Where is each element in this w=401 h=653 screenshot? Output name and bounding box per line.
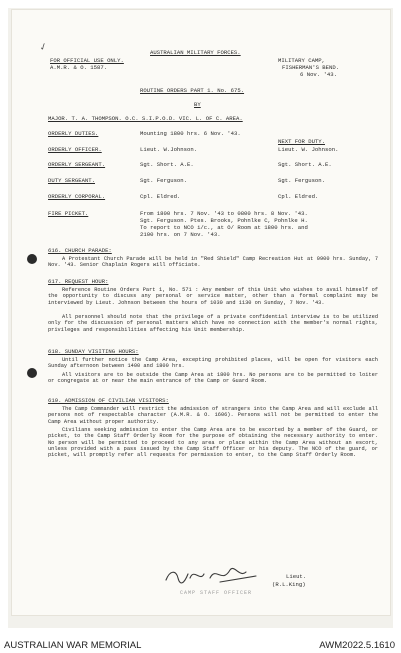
section-618-heading: 618. SUNDAY VISITING HOURS: [48,348,139,355]
official-use-line: FOR OFFICIAL USE ONLY. [50,57,124,64]
duty-current-orderly-corporal: Cpl. Eldred. [140,193,181,200]
section-616-heading: 616. CHURCH PARADE: [48,247,112,254]
duty-label-orderly-sergeant: ORDERLY SERGEANT. [48,161,106,168]
faded-stamp: CAMP STAFF OFFICER [180,590,253,596]
regulation-ref: A.M.R. & O. 1587. [50,64,108,71]
duty-next-orderly-corporal: Cpl. Eldred. [278,193,319,200]
duty-next-orderly-sergeant: Sgt. Short. A.E. [278,161,332,168]
force-name: AUSTRALIAN MILITARY FORCES. [150,49,241,56]
camp-location: FISHERMAN'S BEND. [282,64,340,71]
archive-footer [0,637,401,653]
duty-next-orderly-officer: Lieut. W. Johnson. [278,146,339,153]
orders-by: BY [194,101,201,108]
section-617-body-2: All personnel should note that the privilege of a private confidential interview is to be utilized only for the discussion of personal matters which have no connection with the member's normal rights, privileges and responsibilities affecting his Unit membership. [48,314,378,333]
orders-title: ROUTINE ORDERS PART 1. No. 675. [140,87,245,94]
fire-picket-line-1: From 1800 hrs. 7 Nov. '43 to 0800 hrs. 8 Nov. '43. [140,210,308,217]
section-619-body: The Camp Commander will restrict the admission of strangers into the Camp Area and will exclude all persons not of respectable character (A.M.R. & O. 1606). Persons will not be permitted to enter the Camp Area without proper authority. [48,406,378,425]
punch-hole-lower [27,368,37,378]
handwritten-tick-mark: ✓ [38,41,49,55]
section-619-heading: 619. ADMISSION OF CIVILIAN VISITORS: [48,397,169,404]
section-617-heading: 617. REQUEST HOUR: [48,278,109,285]
punch-hole-upper [27,254,37,264]
footer-institution: AUSTRALIAN WAR MEMORIAL [4,640,142,651]
section-619-body-2: Civilians seeking admission to enter the Camp Area are to be escorted by a member of the Guard, or picket, to the Camp Staff Orderly Room for the purpose of obtaining the necessary authority to enter. No person will be permitted to proceed to any area or place within the Camp Area without an escort, unless provided with a pass issued by the Camp Staff Officer or his deputy. The NCO of the guard, or picket, will promptly refer all requests for permission to enter, to the Camp Staff Orderly Room. [48,427,378,459]
fire-picket-line-4: 2100 hrs. on 7 Nov. '43. [140,231,221,238]
duty-label-orderly-duties: ORDERLY DUTIES. [48,130,99,137]
duty-current-orderly-duties: Mounting 1800 hrs. 6 Nov. '43. [140,130,241,137]
signatory-name: (R.L.King) [272,581,306,588]
signatory-rank: Lieut. [286,573,307,580]
duty-next-duty-sergeant: Sgt. Ferguson. [278,177,325,184]
duty-current-orderly-officer: Lieut. W.Johnson. [140,146,198,153]
fire-picket-line-2: Sgt. Ferguson. Ptes. Brooks, Pohnlke C, Pohnlke H. [140,217,308,224]
duty-current-duty-sergeant: Sgt. Ferguson. [140,177,187,184]
duty-label-orderly-corporal: ORDERLY CORPORAL. [48,193,106,200]
handwritten-signature [160,560,270,588]
fire-picket-label: FIRE PICKET. [48,210,89,217]
duty-current-orderly-sergeant: Sgt. Short. A.E. [140,161,194,168]
duty-label-duty-sergeant: DUTY SERGEANT. [48,177,95,184]
section-617-body: Reference Routine Orders Part 1, No. 571 : Any member of this Unit who wishes to avail himself of the opportunity to discuss any personal or service matter, other than a formal complaint may be interviewed by Lieut. Johnson between the hours of 1030 and 1130 on Sunday, 7 Nov. '43. [48,287,378,306]
next-for-duty-heading: NEXT FOR DUTY. [278,138,325,145]
camp-name: MILITARY CAMP, [278,57,325,64]
section-616-body: A Protestant Church Parade will be held in "Red Shield" Camp Recreation Hut at 0900 hrs. Sunday, 7 Nov. '43. Senior Chaplain Rogers will officiate. [48,256,378,269]
order-date: 6 Nov. '43. [300,71,337,78]
commander-line: MAJOR. T. A. THOMPSON. O.C. S.I.P.O.D. VIC. L. OF C. AREA. [48,115,243,122]
footer-accession-number: AWM2022.5.1610 [319,640,395,651]
section-618-body: Until further notice the Camp Area, excepting prohibited places, will be open for visitors each Sunday afternoon between 1400 and 1800 hrs. [48,357,378,370]
fire-picket-line-3: To report to NCO i/c., at O/ Room at 1800 hrs. and [140,224,308,231]
section-618-body-2: All visitors are to be outside the Camp Area at 1800 hrs. No persons are to be permitted to loiter or congregate at or near the main entrance of the Camp or Guard Room. [48,372,378,385]
document-page [12,10,390,615]
duty-label-orderly-officer: ORDERLY OFFICER. [48,146,102,153]
